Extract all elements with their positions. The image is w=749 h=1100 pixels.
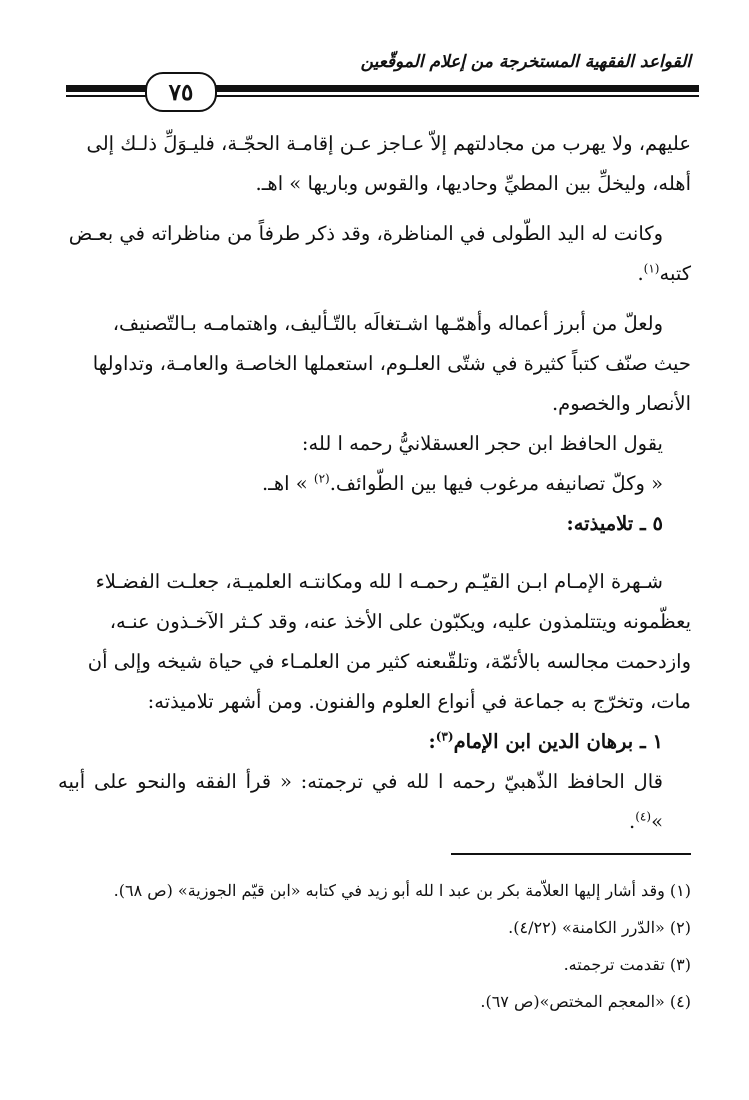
footnote-ref: (٣): [435, 729, 454, 744]
text-line: وكانت له اليد الطّولى في المناظرة، وقد ذكر طرفاً من مناظراته في بعـض: [68, 222, 663, 245]
text-run: :: [428, 730, 436, 753]
running-title: القواعد الفقهية المستخرجة من إعلام الموقّعين: [360, 52, 691, 72]
text-line: شـهرة الإمـام ابـن القيّـم رحمـه ا لله ومكانتـه العلميـة، جعلـت الفضـلاء: [95, 570, 663, 593]
text-line: مات، وتخرّج به جماعة في أنواع العلوم والفنون. ومن أشهر تلاميذته:: [147, 690, 691, 713]
list-item-heading: [58, 722, 691, 762]
text-line: الأنصار والخصوم.: [551, 392, 691, 415]
text-line: أهله، وليخلِّ بين المطيِّ وحاديها، والقوس وباريها » اهـ.: [255, 172, 691, 195]
text-line: حيث صنّف كتباً كثيرة في شتّى العلـوم، استعملها الخاصـة والعامـة، وتداولها: [92, 352, 691, 375]
footnotes: [58, 872, 691, 1020]
text-line: [58, 762, 691, 842]
text-run: كتبه: [659, 262, 691, 285]
footnote-ref: (٤): [635, 809, 652, 824]
text-line: وازدحمت مجالسه بالأئمّة، وتلقّىعنه كثير من العلمـاء في حياة شيخه وإلى أن: [87, 650, 691, 673]
text-run: .: [629, 810, 636, 833]
text-run: قال الحافظ الذّهبيّ رحمه ا لله في ترجمته: « قرأ الفقه والنحو على أبيه »: [58, 770, 663, 833]
footnote-ref: (٢): [313, 471, 330, 486]
section-heading: ٥ ـ تلاميذته:: [566, 512, 663, 535]
footnote-rule: [451, 853, 691, 855]
quote-text: [58, 464, 691, 504]
text-line: عليهم، ولا يهرب من مجادلتهم إلاّ عـاجز عـن إقامـة الحجّـة، فليـوَلِّ ذلـك إلى: [86, 132, 691, 155]
text-run: .: [637, 262, 644, 285]
footnote: (٣) تقدمت ترجمته.: [563, 955, 691, 974]
text-run: ١ ـ برهان الدين ابن الإمام: [453, 730, 663, 753]
body-text: [58, 124, 691, 842]
footnote-ref: (١): [643, 261, 660, 276]
text-line: يعظّمونه ويتتلمذون عليه، ويكبّون على الأخذ عنه، وقد كـثر الآخـذون عنـه،: [109, 610, 691, 633]
page-number: ٧٥: [145, 72, 217, 112]
text-line: [58, 254, 691, 294]
text-run: » اهـ.: [261, 472, 314, 495]
footnote: (٢) «الدّرر الكامنة» (٤/٢٢).: [508, 918, 691, 937]
footnote: (١) وقد أشار إليها العلاّمة بكر بن عبد ا لله أبو زيد في كتابه «ابن قيّم الجوزية» (ص ٦٨).: [113, 881, 691, 900]
text-run: « وكلّ تصانيفه مرغوب فيها بين الطّوائف.: [329, 472, 663, 495]
footnote: (٤) «المعجم المختص»(ص ٦٧).: [480, 992, 691, 1011]
text-line: ولعلّ من أبرز أعماله وأهمّـها اشـتغالَه بالتّـأليف، واهتمامـه بـالتّصنيف،: [112, 312, 663, 335]
quote-intro: يقول الحافظ ابن حجر العسقلانيُّ رحمه ا لله:: [301, 432, 663, 455]
